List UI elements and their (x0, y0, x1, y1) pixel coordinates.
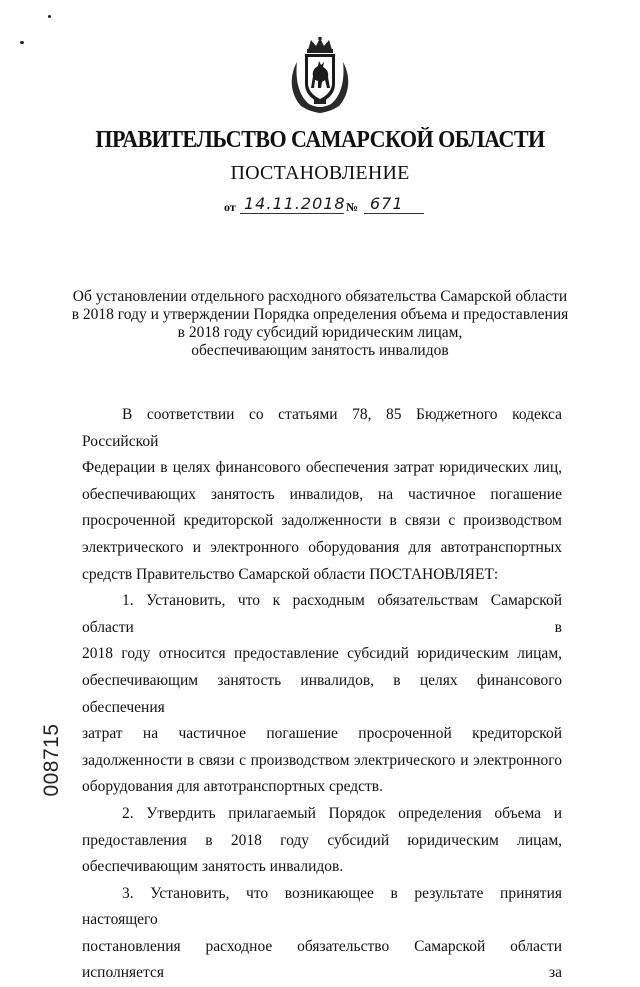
subject-line: в 2018 году субсидий юридическим лицам, (177, 324, 463, 341)
coat-of-arms-icon (287, 36, 353, 114)
date-number-line (224, 194, 434, 216)
body-line: 2018 году относится предоставление субсидий юридическим лицам, (82, 645, 562, 663)
body-line: задолженности в связи с производством электрического и электронного (82, 751, 562, 769)
document-type: ПОСТАНОВЛЕНИЕ (230, 162, 410, 184)
handwritten-number: 671 (370, 194, 404, 213)
number-prefix: № (346, 200, 359, 214)
body-line: 2. Утвердить прилагаемый Порядок определения объема и (122, 804, 562, 822)
body-line: просроченной кредиторской задолженности в связи с производством (82, 512, 562, 530)
body-line: электрического и электронного оборудования для автотранспортных (82, 538, 562, 556)
subject-line: Об установлении отдельного расходного обязательства Самарской области (72, 288, 568, 305)
subject-line: обеспечивающим занятость инвалидов (191, 342, 449, 359)
registration-number: 008715 (40, 723, 63, 797)
body-line: 1. Установить, что к расходным обязательствам Самарской области в (82, 592, 562, 636)
scan-speck (48, 15, 51, 18)
org-title: ПРАВИТЕЛЬСТВО САМАРСКОЙ ОБЛАСТИ (95, 127, 545, 153)
document-subject (70, 288, 570, 360)
scan-speck (20, 41, 24, 44)
body-line: предоставления в 2018 году субсидий юридическим лицам, (82, 831, 562, 849)
body-line: В соответствии со статьями 78, 85 Бюджетного кодекса Российской (82, 406, 562, 450)
body-line: постановления расходное обязательство Самарской области исполняется за (82, 937, 562, 982)
number-underline (364, 213, 424, 214)
handwritten-date: 14.11.2018 (244, 194, 346, 213)
body-line: Федерации в целях финансового обеспечения затрат юридических лиц, (82, 459, 562, 477)
body-line: затрат на частичное погашение просроченной кредиторской (82, 725, 562, 743)
body-line: обеспечивающих занятость инвалидов, на частичное погашение (82, 485, 562, 503)
subject-line: в 2018 году и утверждении Порядка определения объема и предоставления (71, 306, 569, 323)
body-line: обеспечивающим занятость инвалидов. (82, 858, 344, 876)
date-underline (240, 213, 344, 214)
body-line: 3. Установить, что возникающее в результате принятия настоящего (82, 884, 562, 929)
registration-number-stamp (40, 718, 64, 802)
date-prefix: от (224, 200, 236, 214)
body-line: обеспечивающим занятость инвалидов, в целях финансового обеспечения (82, 671, 562, 716)
body-line: оборудования для автотранспортных средств. (82, 778, 383, 796)
document-body (82, 402, 562, 987)
body-line: средств Правительство Самарской области ПОСТАНОВЛЯЕТ: (82, 565, 499, 583)
